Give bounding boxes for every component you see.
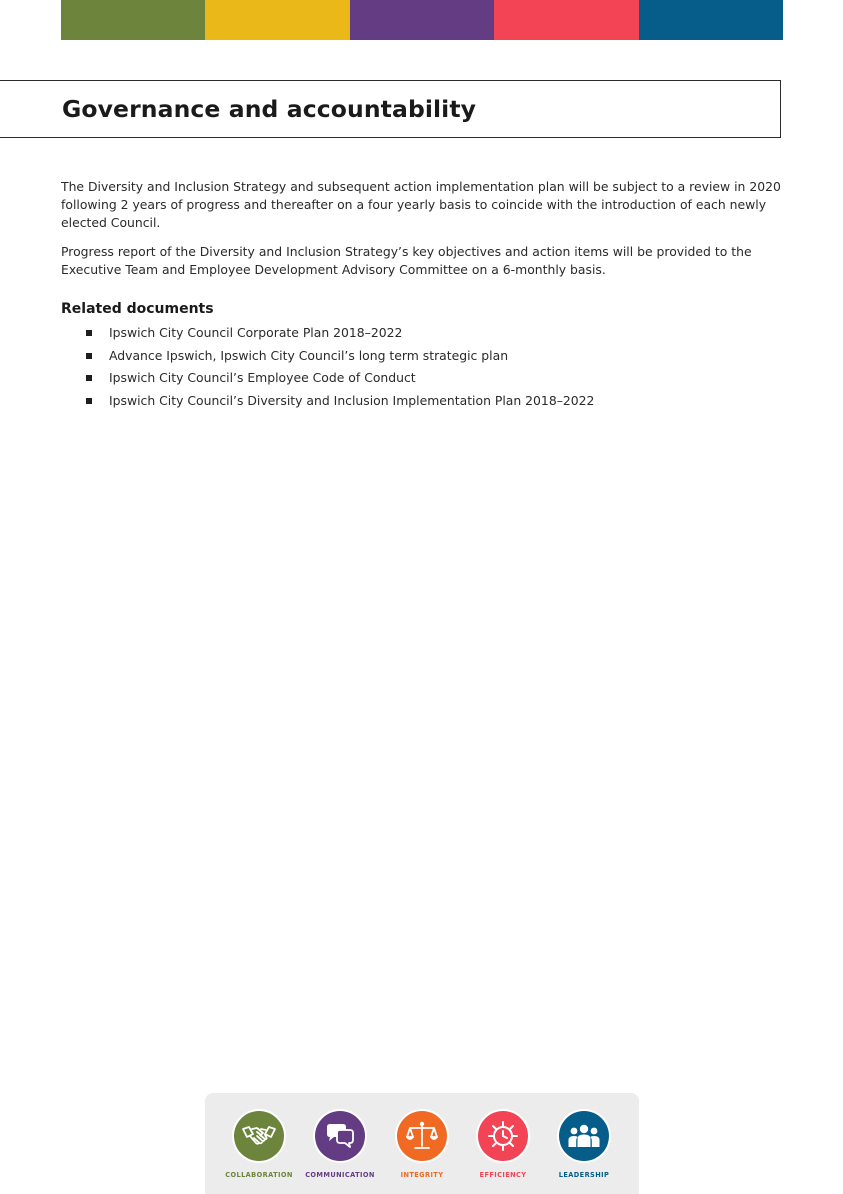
color-band-yellow bbox=[205, 0, 349, 40]
paragraph-progress: Progress report of the Diversity and Inclusion Strategy’s key objectives and action items will be provided to the Executive Team and Employee Development Advisory Committee on a 6-monthly basis. bbox=[61, 244, 752, 277]
people-group-icon bbox=[559, 1111, 609, 1161]
color-band bbox=[61, 0, 783, 40]
value-label-collaboration: COLLABORATION bbox=[225, 1171, 293, 1179]
list-item-text: Ipswich City Council’s Employee Code of Conduct bbox=[109, 370, 416, 385]
color-band-blue bbox=[639, 0, 783, 40]
bullet-icon bbox=[86, 375, 92, 381]
related-documents-list bbox=[61, 322, 781, 412]
list-item-text: Advance Ipswich, Ipswich City Council’s long term strategic plan bbox=[109, 347, 509, 363]
value-label-leadership: LEADERSHIP bbox=[558, 1171, 610, 1179]
list-item bbox=[61, 390, 781, 413]
gear-clock-icon bbox=[478, 1111, 528, 1161]
speech-bubbles-icon bbox=[315, 1111, 365, 1161]
main-content bbox=[61, 178, 781, 412]
value-efficiency bbox=[458, 1111, 548, 1179]
value-label-integrity: INTEGRITY bbox=[400, 1171, 444, 1179]
bullet-icon bbox=[86, 398, 92, 404]
value-integrity bbox=[377, 1111, 467, 1179]
scales-icon bbox=[397, 1111, 447, 1161]
bullet-icon bbox=[86, 353, 92, 359]
value-label-communication: COMMUNICATION bbox=[305, 1171, 375, 1179]
page-title: Governance and accountability bbox=[62, 95, 477, 123]
value-leadership bbox=[539, 1111, 629, 1179]
list-item bbox=[61, 322, 781, 345]
list-item-text: Ipswich City Council Corporate Plan 2018–2022 bbox=[109, 325, 403, 340]
value-label-efficiency: EFFICIENCY bbox=[479, 1171, 527, 1179]
value-communication bbox=[295, 1111, 385, 1179]
bullet-icon bbox=[86, 330, 92, 336]
paragraph-review: The Diversity and Inclusion Strategy and subsequent action implementation plan will be subject to a review in 2020 following 2 years of progress and thereafter on a four yearly basis to coincide with the introduction of each newly elected Council. bbox=[61, 179, 781, 230]
color-band-purple bbox=[350, 0, 494, 40]
color-band-red bbox=[494, 0, 638, 40]
color-band-green bbox=[61, 0, 205, 40]
list-item bbox=[61, 367, 781, 390]
related-documents-heading: Related documents bbox=[61, 301, 214, 317]
list-item bbox=[61, 345, 781, 368]
value-collaboration bbox=[214, 1111, 304, 1179]
list-item-text: Ipswich City Council’s Diversity and Inclusion Implementation Plan 2018–2022 bbox=[109, 392, 595, 408]
values-footer bbox=[205, 1093, 639, 1194]
handshake-icon bbox=[234, 1111, 284, 1161]
page-title-box bbox=[0, 80, 781, 138]
